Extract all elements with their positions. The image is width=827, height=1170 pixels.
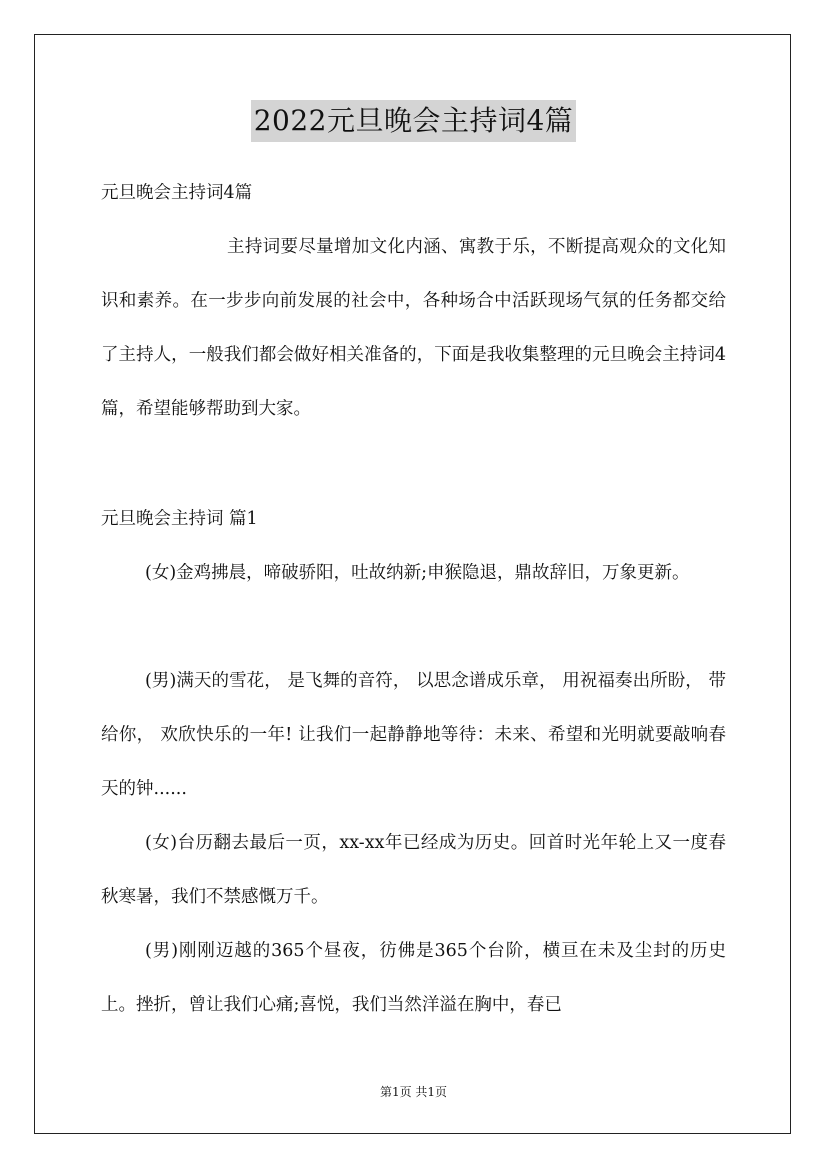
dialogue-paragraph: (男)满天的雪花， 是飞舞的音符， 以思念谱成乐章， 用祝福奏出所盼， 带给你， 欢欣快乐的一年! 让我们一起静静地等待：未来、希望和光明就要敲响春天的钟...... xyxy=(101,671,726,799)
dialogue-paragraph: (女)金鸡拂晨，啼破骄阳，吐故纳新;申猴隐退，鼎故辞旧，万象更新。 xyxy=(145,563,690,583)
intro-paragraph: 主持词要尽量增加文化内涵、寓教于乐，不断提高观众的文化知识和素养。在一步步向前发展的社会中，各种场合中活跃现场气氛的任务都交给了主持人，一般我们都会做好相关准备的，下面是我收集整理的元旦晚会主持词4篇，希望能够帮助到大家。 xyxy=(101,237,726,419)
document-subtitle: 元旦晚会主持词4篇 xyxy=(101,183,253,203)
dialogue-paragraph: (女)台历翻去最后一页，xx-xx年已经成为历史。回首时光年轮上又一度春秋寒暑，我们不禁感慨万千。 xyxy=(101,833,726,907)
page-footer: 第1页 共1页 xyxy=(379,1085,448,1099)
title-container xyxy=(0,100,827,142)
dialogue-paragraph: (男)刚刚迈越的365个昼夜，彷佛是365个台阶，横亘在未及尘封的历史上。挫折，曾让我们心痛;喜悦，我们当然洋溢在胸中，春已 xyxy=(101,941,726,1015)
section-heading: 元旦晚会主持词 篇1 xyxy=(101,509,258,529)
document-title: 2022元旦晚会主持词4篇 xyxy=(251,100,577,142)
